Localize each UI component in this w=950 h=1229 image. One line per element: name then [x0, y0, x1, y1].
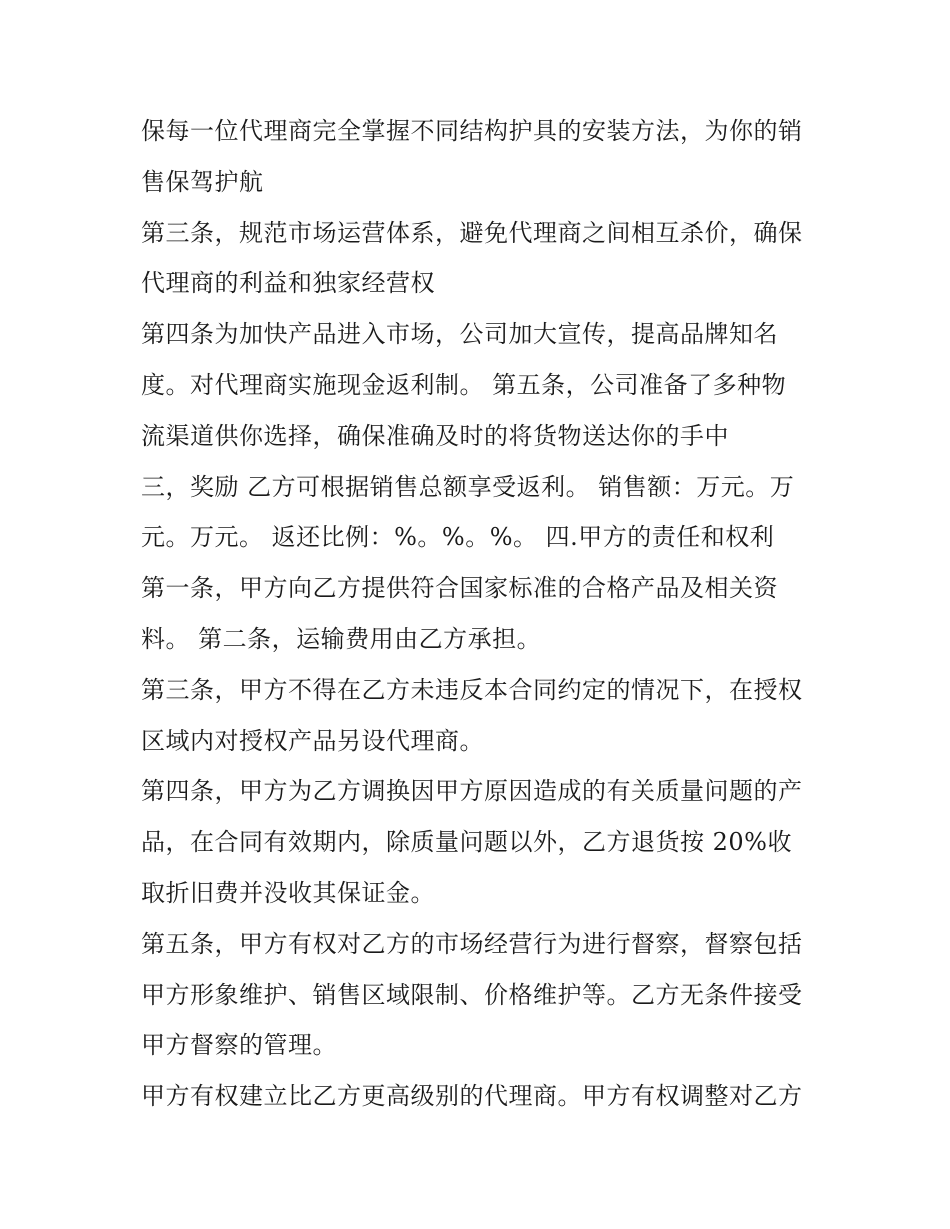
text-line: 取折旧费并没收其保证金。	[141, 878, 435, 907]
text-line: 甲方有权建立比乙方更高级别的代理商。甲方有权调整对乙方	[141, 1082, 803, 1111]
text-line: 三，奖励 乙方可根据销售总额享受返利。 销售额：万元。万	[141, 472, 795, 501]
text-line: 代理商的利益和独家经营权	[141, 269, 435, 298]
text-line: 第四条为加快产品进入市场，公司加大宣传，提高品牌知名	[141, 320, 778, 349]
text-line: 度。对代理商实施现金返利制。 第五条，公司准备了多种物	[141, 370, 787, 399]
text-line: 元。万元。 返还比例：%。%。%。 四.甲方的责任和权利	[141, 523, 775, 552]
text-line: 区域内对授权产品另设代理商。	[141, 726, 484, 755]
text-line: 流渠道供你选择，确保准确及时的将货物送达你的手中	[141, 421, 729, 450]
text-line: 第四条，甲方为乙方调换因甲方原因造成的有关质量问题的产	[141, 777, 803, 806]
text-line: 第五条，甲方有权对乙方的市场经营行为进行督察，督察包括	[141, 929, 803, 958]
text-line: 甲方督察的管理。	[141, 1031, 337, 1060]
text-line: 甲方形象维护、销售区域限制、价格维护等。乙方无条件接受	[141, 980, 803, 1009]
text-line: 料。 第二条，运输费用由乙方承担。	[141, 624, 542, 653]
text-line: 第三条，甲方不得在乙方未违反本合同约定的情况下，在授权	[141, 675, 803, 704]
text-line: 第三条，规范市场运营体系，避免代理商之间相互杀价，确保	[141, 218, 803, 247]
text-line: 保每一位代理商完全掌握不同结构护具的安装方法，为你的销	[141, 117, 803, 145]
document-body	[141, 106, 821, 1122]
text-line: 第一条，甲方向乙方提供符合国家标准的合格产品及相关资	[141, 574, 778, 603]
text-line: 售保驾护航	[141, 167, 264, 196]
text-line: 品，在合同有效期内，除质量问题以外，乙方退货按 20%收	[141, 828, 792, 857]
